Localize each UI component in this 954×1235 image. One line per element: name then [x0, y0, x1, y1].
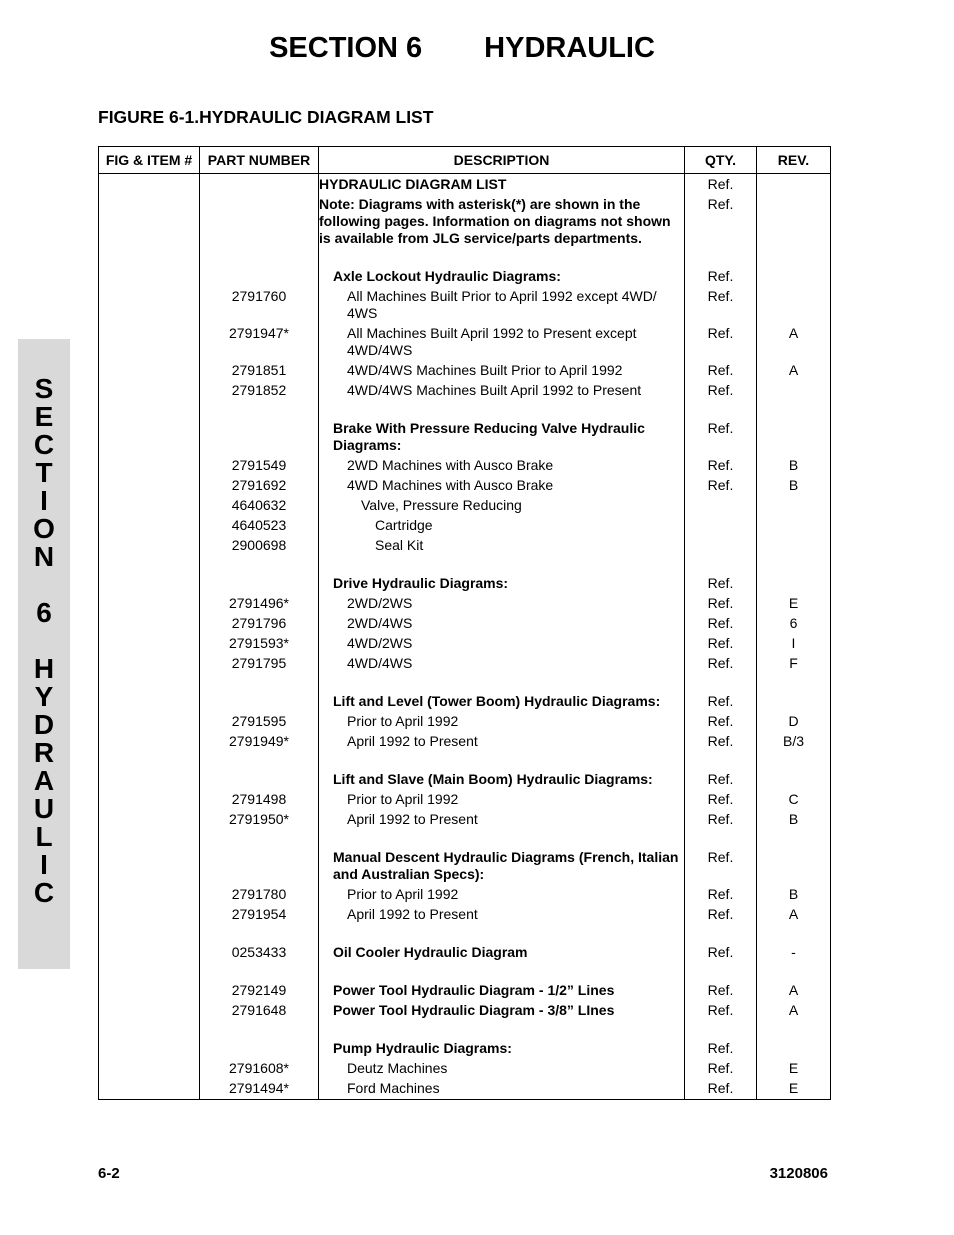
table-row: [99, 267, 831, 287]
cell-fig-item: [99, 634, 200, 654]
side-tab-letter: O: [33, 513, 55, 544]
cell-part-number: [200, 770, 319, 790]
table-cell-empty: [757, 674, 831, 692]
cell-fig-item: [99, 536, 200, 556]
cell-description: Note: Diagrams with asterisk(*) are shown in the following pages. Information on diagrams not shown is available from JLG service/parts departments.: [319, 195, 685, 249]
cell-qty: Ref.: [685, 885, 757, 905]
col-header-fig-item: FIG & ITEM #: [99, 147, 200, 174]
table-cell-empty: [99, 752, 200, 770]
cell-part-number: 2791780: [200, 885, 319, 905]
table-row: [99, 361, 831, 381]
cell-fig-item: [99, 848, 200, 885]
cell-fig-item: [99, 981, 200, 1001]
side-tab-letter: I: [40, 485, 48, 516]
table-cell-empty: [200, 249, 319, 267]
cell-description: Pump Hydraulic Diagrams:: [319, 1039, 685, 1059]
table-row: [99, 848, 831, 885]
cell-rev: B/3: [757, 732, 831, 752]
cell-rev: 6: [757, 614, 831, 634]
table-cell-empty: [757, 401, 831, 419]
table-spacer-row: [99, 1021, 831, 1039]
table-row: [99, 195, 831, 249]
side-tab-space: [18, 571, 70, 599]
cell-rev: [757, 195, 831, 249]
cell-fig-item: [99, 361, 200, 381]
cell-qty: Ref.: [685, 634, 757, 654]
table-row: [99, 770, 831, 790]
table-spacer-row: [99, 401, 831, 419]
cell-rev: I: [757, 634, 831, 654]
cell-description: Power Tool Hydraulic Diagram - 3/8” LInes: [319, 1001, 685, 1021]
side-tab-letter: C: [33, 877, 55, 908]
cell-qty: Ref.: [685, 324, 757, 361]
cell-description: 2WD Machines with Ausco Brake: [319, 456, 685, 476]
table-cell-empty: [99, 830, 200, 848]
cell-description: Oil Cooler Hydraulic Diagram: [319, 943, 685, 963]
cell-fig-item: [99, 516, 200, 536]
cell-qty: Ref.: [685, 287, 757, 324]
cell-rev: B: [757, 476, 831, 496]
table-cell-empty: [99, 674, 200, 692]
table-cell-empty: [200, 925, 319, 943]
cell-fig-item: [99, 1059, 200, 1079]
cell-fig-item: [99, 905, 200, 925]
cell-fig-item: [99, 790, 200, 810]
side-tab-letter: H: [33, 653, 55, 684]
table-row: [99, 287, 831, 324]
cell-part-number: 2791947*: [200, 324, 319, 361]
cell-rev: B: [757, 810, 831, 830]
cell-description: 4WD/4WS Machines Built Prior to April 1992: [319, 361, 685, 381]
side-tab-letter: 6: [36, 597, 52, 628]
section-side-tab: [18, 339, 70, 969]
col-header-qty: QTY.: [685, 147, 757, 174]
cell-description: HYDRAULIC DIAGRAM LIST: [319, 174, 685, 196]
cell-fig-item: [99, 287, 200, 324]
cell-description: Axle Lockout Hydraulic Diagrams:: [319, 267, 685, 287]
cell-part-number: 0253433: [200, 943, 319, 963]
cell-part-number: 4640632: [200, 496, 319, 516]
cell-part-number: 2791851: [200, 361, 319, 381]
cell-description: Prior to April 1992: [319, 885, 685, 905]
table-cell-empty: [99, 925, 200, 943]
table-body: [99, 174, 831, 1100]
cell-rev: B: [757, 456, 831, 476]
cell-fig-item: [99, 456, 200, 476]
cell-description: All Machines Built April 1992 to Present except 4WD/4WS: [319, 324, 685, 361]
cell-qty: Ref.: [685, 810, 757, 830]
figure-title: FIGURE 6-1.HYDRAULIC DIAGRAM LIST: [98, 107, 434, 127]
table-cell-empty: [200, 556, 319, 574]
table-row: [99, 1079, 831, 1100]
cell-rev: [757, 848, 831, 885]
table-cell-empty: [757, 249, 831, 267]
cell-fig-item: [99, 1079, 200, 1100]
cell-qty: Ref.: [685, 574, 757, 594]
cell-qty: [685, 496, 757, 516]
cell-rev: E: [757, 1079, 831, 1100]
cell-description: 4WD Machines with Ausco Brake: [319, 476, 685, 496]
cell-rev: B: [757, 885, 831, 905]
cell-qty: Ref.: [685, 456, 757, 476]
table-cell-empty: [99, 1021, 200, 1039]
cell-description: April 1992 to Present: [319, 905, 685, 925]
table-row: [99, 476, 831, 496]
table-row: [99, 381, 831, 401]
cell-part-number: 2792149: [200, 981, 319, 1001]
cell-description: Prior to April 1992: [319, 712, 685, 732]
cell-qty: Ref.: [685, 361, 757, 381]
cell-rev: [757, 692, 831, 712]
cell-description: Brake With Pressure Reducing Valve Hydraulic Diagrams:: [319, 419, 685, 456]
cell-part-number: [200, 195, 319, 249]
side-tab-letters: [18, 375, 70, 907]
cell-fig-item: [99, 174, 200, 196]
cell-part-number: 2900698: [200, 536, 319, 556]
cell-qty: Ref.: [685, 195, 757, 249]
table-cell-empty: [319, 1021, 685, 1039]
cell-rev: C: [757, 790, 831, 810]
table-cell-empty: [200, 752, 319, 770]
table-cell-empty: [685, 830, 757, 848]
table-spacer-row: [99, 963, 831, 981]
table-spacer-row: [99, 925, 831, 943]
cell-rev: A: [757, 324, 831, 361]
cell-fig-item: [99, 1039, 200, 1059]
table-cell-empty: [200, 963, 319, 981]
cell-rev: A: [757, 1001, 831, 1021]
table-row: [99, 905, 831, 925]
cell-rev: A: [757, 981, 831, 1001]
table-cell-empty: [757, 556, 831, 574]
table-cell-empty: [319, 556, 685, 574]
table-row: [99, 943, 831, 963]
side-tab-letter: Y: [34, 681, 54, 712]
table-cell-empty: [319, 752, 685, 770]
cell-fig-item: [99, 770, 200, 790]
cell-description: Seal Kit: [319, 536, 685, 556]
cell-qty: Ref.: [685, 174, 757, 196]
table-cell-empty: [99, 963, 200, 981]
cell-description: Prior to April 1992: [319, 790, 685, 810]
cell-rev: [757, 267, 831, 287]
cell-qty: Ref.: [685, 1039, 757, 1059]
cell-part-number: [200, 848, 319, 885]
table-row: [99, 419, 831, 456]
cell-qty: Ref.: [685, 943, 757, 963]
table-cell-empty: [319, 830, 685, 848]
cell-part-number: 4640523: [200, 516, 319, 536]
cell-qty: Ref.: [685, 614, 757, 634]
cell-rev: F: [757, 654, 831, 674]
table-row: [99, 456, 831, 476]
table-spacer-row: [99, 674, 831, 692]
cell-part-number: 2791760: [200, 287, 319, 324]
cell-description: Ford Machines: [319, 1079, 685, 1100]
table-cell-empty: [319, 925, 685, 943]
table-row: [99, 712, 831, 732]
footer-doc-number: 3120806: [769, 1165, 828, 1182]
cell-qty: Ref.: [685, 1059, 757, 1079]
col-header-description: DESCRIPTION: [319, 147, 685, 174]
cell-description: Lift and Level (Tower Boom) Hydraulic Diagrams:: [319, 692, 685, 712]
cell-description: All Machines Built Prior to April 1992 except 4WD/ 4WS: [319, 287, 685, 324]
side-tab-letter: D: [33, 709, 55, 740]
side-tab-letter: E: [34, 401, 54, 432]
cell-rev: [757, 174, 831, 196]
cell-fig-item: [99, 496, 200, 516]
table-row: [99, 324, 831, 361]
table-spacer-row: [99, 249, 831, 267]
cell-fig-item: [99, 594, 200, 614]
cell-qty: Ref.: [685, 905, 757, 925]
section-label: SECTION 6: [269, 32, 423, 64]
side-tab-letter: N: [33, 541, 55, 572]
table-cell-empty: [685, 674, 757, 692]
cell-part-number: 2791593*: [200, 634, 319, 654]
table-cell-empty: [685, 752, 757, 770]
table-row: [99, 810, 831, 830]
section-title: [0, 32, 924, 65]
cell-qty: Ref.: [685, 981, 757, 1001]
table-row: [99, 174, 831, 196]
cell-rev: [757, 287, 831, 324]
side-tab-space: [18, 627, 70, 655]
cell-qty: [685, 536, 757, 556]
cell-qty: Ref.: [685, 712, 757, 732]
table-cell-empty: [200, 674, 319, 692]
cell-part-number: 2791950*: [200, 810, 319, 830]
cell-part-number: 2791954: [200, 905, 319, 925]
cell-fig-item: [99, 195, 200, 249]
cell-qty: Ref.: [685, 1079, 757, 1100]
cell-rev: [757, 516, 831, 536]
parts-table: [98, 146, 831, 1100]
cell-qty: Ref.: [685, 790, 757, 810]
cell-rev: [757, 536, 831, 556]
cell-fig-item: [99, 885, 200, 905]
cell-description: Drive Hydraulic Diagrams:: [319, 574, 685, 594]
cell-description: Lift and Slave (Main Boom) Hydraulic Diagrams:: [319, 770, 685, 790]
section-name: HYDRAULIC: [484, 32, 655, 64]
cell-description: Deutz Machines: [319, 1059, 685, 1079]
cell-fig-item: [99, 732, 200, 752]
table-cell-empty: [319, 963, 685, 981]
cell-part-number: 2791549: [200, 456, 319, 476]
table-cell-empty: [685, 963, 757, 981]
cell-qty: Ref.: [685, 267, 757, 287]
cell-description: 2WD/4WS: [319, 614, 685, 634]
side-tab-letter: C: [33, 429, 55, 460]
cell-fig-item: [99, 267, 200, 287]
cell-part-number: [200, 574, 319, 594]
table-row: [99, 692, 831, 712]
cell-description: Valve, Pressure Reducing: [319, 496, 685, 516]
cell-qty: Ref.: [685, 732, 757, 752]
cell-fig-item: [99, 810, 200, 830]
table-row: [99, 574, 831, 594]
side-tab-letter: S: [34, 373, 54, 404]
table-row: [99, 732, 831, 752]
table-cell-empty: [319, 674, 685, 692]
table-row: [99, 790, 831, 810]
cell-description: April 1992 to Present: [319, 732, 685, 752]
cell-fig-item: [99, 574, 200, 594]
table-cell-empty: [319, 401, 685, 419]
cell-fig-item: [99, 381, 200, 401]
table-row: [99, 981, 831, 1001]
table-cell-empty: [685, 401, 757, 419]
cell-qty: Ref.: [685, 654, 757, 674]
cell-rev: A: [757, 361, 831, 381]
cell-part-number: 2791949*: [200, 732, 319, 752]
cell-part-number: 2791608*: [200, 1059, 319, 1079]
table-row: [99, 634, 831, 654]
cell-description: Manual Descent Hydraulic Diagrams (French, Italian and Australian Specs):: [319, 848, 685, 885]
table-row: [99, 536, 831, 556]
table-cell-empty: [757, 925, 831, 943]
cell-rev: [757, 419, 831, 456]
table-header-row: [99, 147, 831, 174]
table-cell-empty: [685, 249, 757, 267]
cell-part-number: 2791852: [200, 381, 319, 401]
cell-qty: Ref.: [685, 848, 757, 885]
col-header-rev: REV.: [757, 147, 831, 174]
cell-fig-item: [99, 1001, 200, 1021]
table-cell-empty: [200, 830, 319, 848]
footer-page-number: 6-2: [98, 1165, 120, 1182]
table-cell-empty: [99, 401, 200, 419]
table-spacer-row: [99, 556, 831, 574]
table-spacer-row: [99, 830, 831, 848]
table-row: [99, 614, 831, 634]
table-row: [99, 885, 831, 905]
cell-description: 4WD/2WS: [319, 634, 685, 654]
cell-qty: [685, 516, 757, 536]
cell-part-number: 2791692: [200, 476, 319, 496]
cell-part-number: [200, 174, 319, 196]
cell-rev: [757, 574, 831, 594]
cell-fig-item: [99, 654, 200, 674]
cell-fig-item: [99, 419, 200, 456]
cell-qty: Ref.: [685, 594, 757, 614]
cell-description: April 1992 to Present: [319, 810, 685, 830]
table-cell-empty: [685, 925, 757, 943]
cell-fig-item: [99, 476, 200, 496]
side-tab-letter: U: [33, 793, 55, 824]
table-row: [99, 654, 831, 674]
table-cell-empty: [99, 249, 200, 267]
cell-part-number: 2791496*: [200, 594, 319, 614]
cell-part-number: 2791796: [200, 614, 319, 634]
cell-description: Power Tool Hydraulic Diagram - 1/2” Lines: [319, 981, 685, 1001]
table-row: [99, 1039, 831, 1059]
table-cell-empty: [757, 830, 831, 848]
cell-rev: [757, 496, 831, 516]
cell-description: 4WD/4WS: [319, 654, 685, 674]
side-tab-letter: A: [33, 765, 55, 796]
table-row: [99, 1059, 831, 1079]
cell-part-number: 2791595: [200, 712, 319, 732]
table-cell-empty: [319, 249, 685, 267]
cell-part-number: 2791498: [200, 790, 319, 810]
table-cell-empty: [685, 1021, 757, 1039]
cell-part-number: [200, 419, 319, 456]
cell-rev: E: [757, 594, 831, 614]
cell-part-number: 2791795: [200, 654, 319, 674]
cell-rev: E: [757, 1059, 831, 1079]
table-row: [99, 496, 831, 516]
cell-qty: Ref.: [685, 381, 757, 401]
cell-description: 2WD/2WS: [319, 594, 685, 614]
cell-part-number: [200, 692, 319, 712]
cell-qty: Ref.: [685, 770, 757, 790]
table-row: [99, 594, 831, 614]
cell-rev: [757, 1039, 831, 1059]
col-header-part-number: PART NUMBER: [200, 147, 319, 174]
cell-description: Cartridge: [319, 516, 685, 536]
table-spacer-row: [99, 752, 831, 770]
cell-part-number: [200, 267, 319, 287]
table-cell-empty: [685, 556, 757, 574]
table-row: [99, 1001, 831, 1021]
cell-rev: [757, 381, 831, 401]
cell-qty: Ref.: [685, 476, 757, 496]
side-tab-letter: R: [33, 737, 55, 768]
side-tab-letter: L: [35, 821, 53, 852]
cell-description: 4WD/4WS Machines Built April 1992 to Present: [319, 381, 685, 401]
table-cell-empty: [200, 401, 319, 419]
cell-fig-item: [99, 943, 200, 963]
table-cell-empty: [200, 1021, 319, 1039]
table-cell-empty: [757, 963, 831, 981]
table-row: [99, 516, 831, 536]
cell-rev: D: [757, 712, 831, 732]
cell-part-number: 2791648: [200, 1001, 319, 1021]
cell-qty: Ref.: [685, 692, 757, 712]
cell-rev: [757, 770, 831, 790]
table-cell-empty: [757, 752, 831, 770]
cell-part-number: 2791494*: [200, 1079, 319, 1100]
cell-qty: Ref.: [685, 419, 757, 456]
table-cell-empty: [99, 556, 200, 574]
cell-qty: Ref.: [685, 1001, 757, 1021]
cell-part-number: [200, 1039, 319, 1059]
cell-fig-item: [99, 692, 200, 712]
cell-fig-item: [99, 712, 200, 732]
side-tab-letter: I: [40, 849, 48, 880]
cell-rev: -: [757, 943, 831, 963]
cell-rev: A: [757, 905, 831, 925]
side-tab-letter: T: [35, 457, 53, 488]
cell-fig-item: [99, 614, 200, 634]
table-cell-empty: [757, 1021, 831, 1039]
cell-fig-item: [99, 324, 200, 361]
